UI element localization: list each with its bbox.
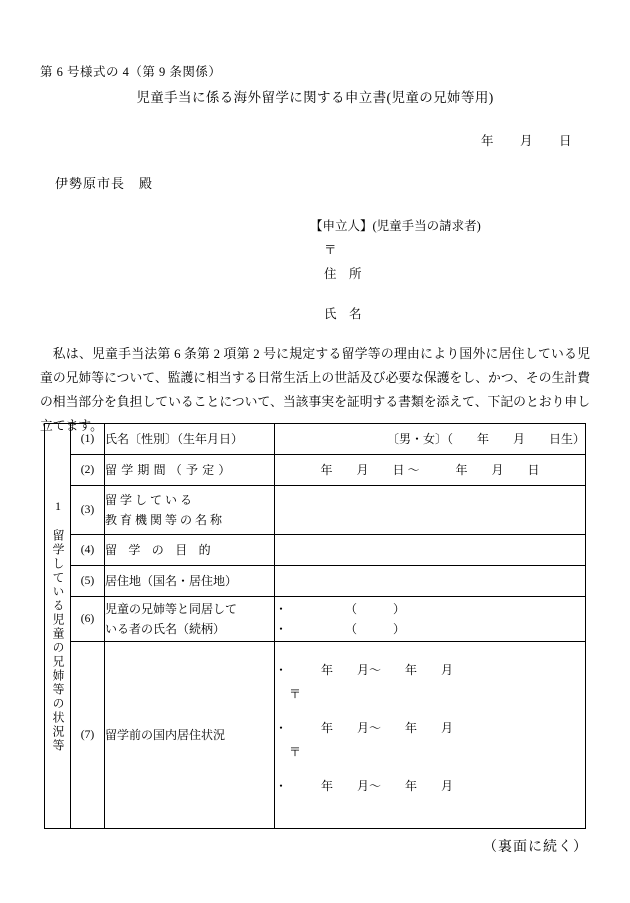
- row-item-label: 留 学 の 目 的: [105, 543, 215, 557]
- cohabitant-relation: （ ）: [345, 602, 406, 616]
- row-number: (6): [71, 597, 105, 642]
- cohabitant-entry[interactable]: [275, 599, 585, 619]
- cohabitant-relation: （ ）: [345, 622, 406, 636]
- table-side-header: [45, 424, 71, 829]
- row-item-label-line1: 留 学 し て い る: [105, 493, 193, 507]
- bullet-icon: ・: [275, 622, 288, 636]
- applicant-heading: 【申立人】(児童手当の請求者): [310, 219, 481, 233]
- row-value[interactable]: [275, 535, 586, 566]
- document-title: 児童手当に係る海外留学に関する申立書(児童の兄姉等用): [136, 90, 494, 105]
- bullet-icon: ・: [275, 721, 288, 735]
- row-number: (3): [71, 486, 105, 535]
- row-item-label: 留学前の国内居住状況: [105, 642, 275, 829]
- table-row: [45, 642, 586, 829]
- status-table: [44, 423, 586, 829]
- row-number: (4): [71, 535, 105, 566]
- table-row: [45, 535, 586, 566]
- continue-note: （裏面に続く）: [483, 840, 588, 855]
- residence-postal: 〒: [289, 687, 302, 701]
- row-value[interactable]: [275, 597, 586, 642]
- table-row: [45, 566, 586, 597]
- row-number: (5): [71, 566, 105, 597]
- table-row: [45, 597, 586, 642]
- address-label: 住 所: [324, 267, 362, 281]
- residence-period: 年 月～ 年 月: [321, 779, 454, 793]
- cohabitant-entry[interactable]: [275, 619, 585, 639]
- row-item-label: 居住地（国名・居住地）: [105, 566, 275, 597]
- residence-entry[interactable]: [275, 776, 585, 796]
- row-item-label-line2: 教 育 機 関 等 の 名 称: [105, 513, 223, 527]
- row-value[interactable]: [275, 642, 586, 829]
- date-line: [481, 131, 572, 149]
- residence-entry[interactable]: [275, 660, 585, 704]
- applicant-block: [310, 214, 481, 326]
- row-value[interactable]: [275, 566, 586, 597]
- residence-period: 年 月～ 年 月: [321, 721, 454, 735]
- row-number: (1): [71, 424, 105, 455]
- row-item-label: [105, 486, 275, 535]
- date-year: 年: [480, 134, 494, 148]
- table-row: [45, 486, 586, 535]
- bullet-icon: ・: [275, 602, 288, 616]
- postal-symbol: 〒: [324, 243, 337, 257]
- table-row: [45, 455, 586, 486]
- table-row: [45, 424, 586, 455]
- row-item-label-line2: いる者の氏名（続柄）: [105, 622, 226, 636]
- row-number: (7): [71, 642, 105, 829]
- residence-period: 年 月～ 年 月: [321, 663, 454, 677]
- bullet-icon: ・: [275, 663, 288, 677]
- side-label-text: 1 留学している児童の兄姉等の状況等: [51, 499, 65, 753]
- row-item-label: [105, 597, 275, 642]
- row-number: (2): [71, 455, 105, 486]
- row-item-label-line1: 児童の兄姉等と同居して: [105, 602, 238, 616]
- date-day: 日: [558, 134, 572, 148]
- bullet-icon: ・: [275, 779, 288, 793]
- form-number: 第 6 号様式の 4（第 9 条関係）: [40, 65, 222, 79]
- residence-entry[interactable]: [275, 718, 585, 762]
- date-month: 月: [519, 134, 533, 148]
- residence-postal: 〒: [289, 745, 302, 759]
- row-value[interactable]: 年 月 日 ～ 年 月 日: [275, 455, 586, 486]
- row-value[interactable]: 〔男・女〕（ 年 月 日生）: [275, 424, 586, 455]
- row-item-label: 留学期間（予定）: [105, 463, 235, 477]
- statement-paragraph: 私は、児童手当法第 6 条第 2 項第 2 号に規定する留学等の理由により国外に居住している児童の兄姉等について、監護に相当する日常生活上の世話及び必要な保護をし、かつ、その生計費の相当部分を負担していることについて、当該事実を証明する書類を添えて、下記のとおり申し立てます。: [40, 347, 590, 433]
- row-item-label: 氏名〔性別〕（生年月日）: [105, 424, 275, 455]
- addressee: 伊勢原市長 殿: [55, 176, 154, 191]
- row-value[interactable]: [275, 486, 586, 535]
- name-label: 氏 名: [324, 307, 362, 321]
